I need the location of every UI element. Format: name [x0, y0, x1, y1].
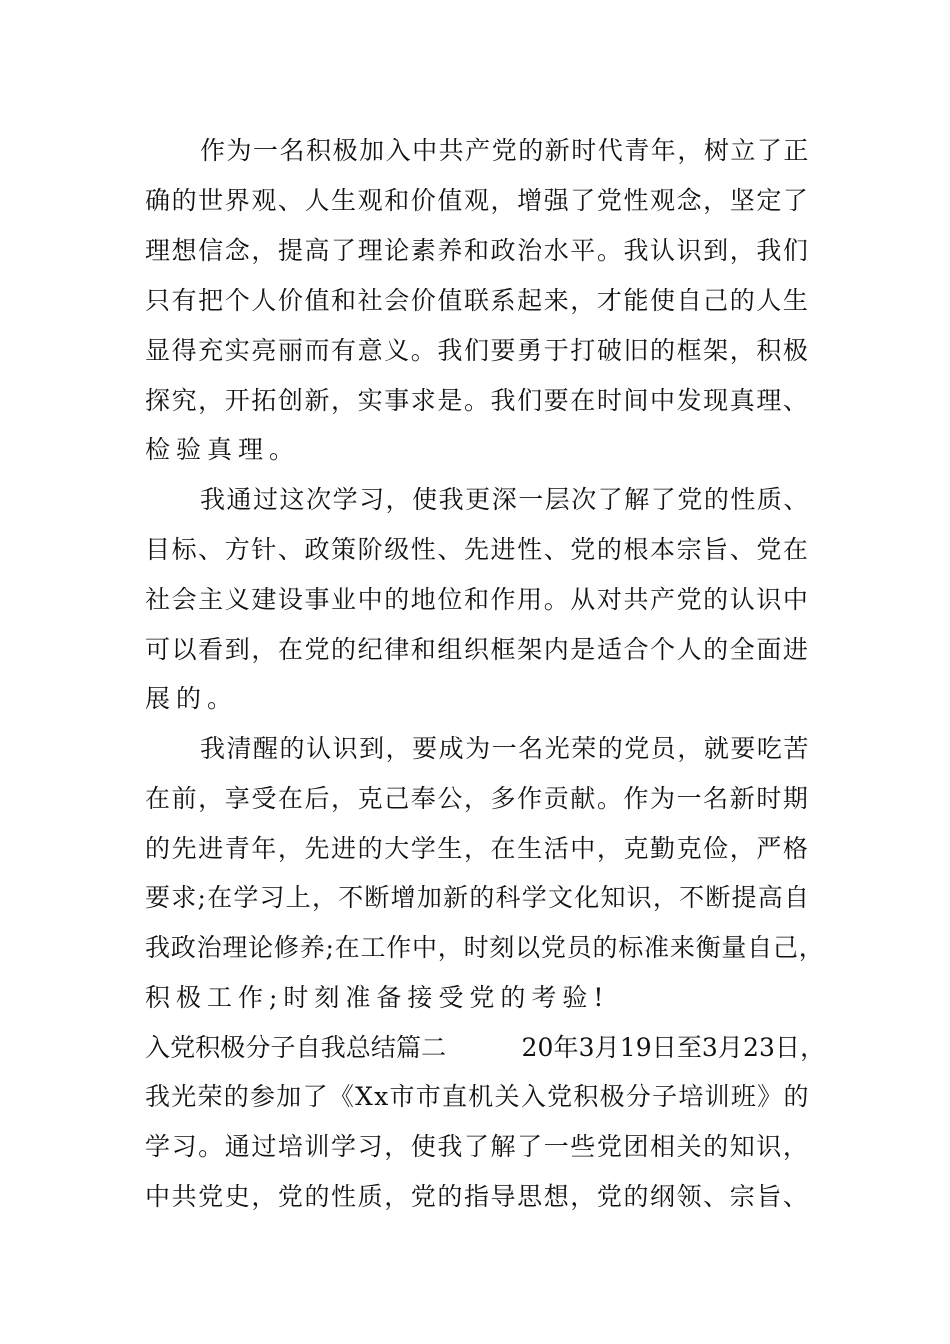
text-line: 学习。通过培训学习，使我了解了一些党团相关的知识， — [145, 1132, 810, 1161]
text-line: 只有把个人价值和社会价值联系起来，才能使自己的人生 — [145, 286, 810, 315]
text-line: 作为一名积极加入中共产党的新时代青年，树立了正 — [200, 136, 810, 165]
text-line: 中共党史，党的性质，党的指导思想，党的纲领、宗旨、 — [145, 1182, 810, 1211]
text-line: 我通过这次学习，使我更深一层次了解了党的性质、 — [200, 485, 810, 514]
text-line: 在前，享受在后，克己奉公，多作贡献。作为一名新时期 — [145, 784, 810, 813]
text-line: 展的。 — [145, 684, 239, 713]
text-line: 积极工作;时刻准备接受党的考验! — [145, 983, 610, 1012]
text-line: 我清醒的认识到，要成为一名光荣的党员，就要吃苦 — [200, 734, 810, 763]
text-line: 我政治理论修养;在工作中，时刻以党员的标准来衡量自己， — [145, 933, 825, 962]
section-heading-line: 入党积极分子自我总结篇二 20年3月19日至3月23日， — [145, 1033, 825, 1062]
text-line: 检验真理。 — [145, 435, 301, 464]
text-line: 我光荣的参加了《Xx市市直机关入党积极分子培训班》的 — [145, 1082, 810, 1111]
text-line: 探究，开拓创新，实事求是。我们要在时间中发现真理、 — [145, 386, 810, 415]
text-line: 可以看到，在党的纪律和组织框架内是适合个人的全面进 — [145, 635, 810, 664]
text-line: 确的世界观、人生观和价值观，增强了党性观念，坚定了 — [145, 186, 810, 215]
text-line: 显得充实亮丽而有意义。我们要勇于打破旧的框架，积极 — [145, 336, 810, 365]
text-line: 目标、方针、政策阶级性、先进性、党的根本宗旨、党在 — [145, 535, 810, 564]
text-line: 的先进青年，先进的大学生，在生活中，克勤克俭，严格 — [145, 834, 810, 863]
text-line: 理想信念，提高了理论素养和政治水平。我认识到，我们 — [145, 236, 810, 265]
text-line: 社会主义建设事业中的地位和作用。从对共产党的认识中 — [145, 585, 810, 614]
text-line: 要求;在学习上，不断增加新的科学文化知识，不断提高自 — [145, 883, 810, 912]
